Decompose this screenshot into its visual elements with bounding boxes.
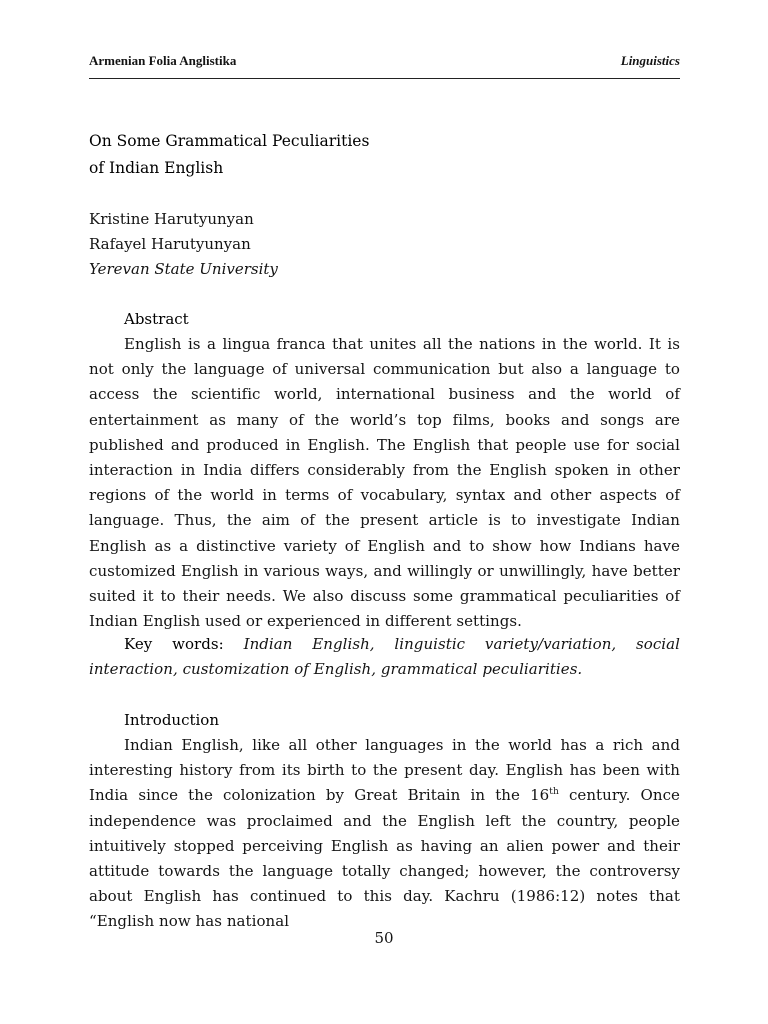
title-line-1: On Some Grammatical Peculiarities	[89, 132, 370, 150]
introduction-heading: Introduction	[124, 711, 219, 729]
intro-text-part-2: century. Once independence was proclaimed and the English left the country, people intuitively stopped perceiving English as having an alien power and their attitude towards the language totally changed; however, the controversy about English has continued to this day. Kachru (1986:12) notes that “English now has national	[89, 786, 680, 931]
author-name: Rafayel Harutyunyan	[89, 235, 251, 253]
introduction-text	[89, 733, 680, 935]
introduction-section	[89, 708, 680, 935]
author-name: Kristine Harutyunyan	[89, 210, 254, 228]
title-line-2: of Indian English	[89, 159, 224, 177]
keywords-paragraph	[89, 632, 680, 682]
abstract-heading: Abstract	[124, 310, 189, 328]
intro-text-part-1: Indian English, like all other languages in the world has a rich and interesting history from its birth to the present day. English has been with India since the colonization by Great Britain in the 16	[89, 736, 680, 805]
keywords-list: Indian English, linguistic variety/variation, social interaction, customization of English, grammatical peculiarities.	[89, 635, 680, 679]
running-header	[89, 53, 680, 69]
keywords-section	[89, 632, 680, 682]
abstract-text: English is a lingua franca that unites all the nations in the world. It is not only the language of universal communication but also a language to access the scientific world, international business and the world of entertainment as many of the world’s top films, books and songs are published and produced in English. The English that people use for social interaction in India differs considerably from the English spoken in other regions of the world in terms of vocabulary, syntax and other aspects of language. Thus, the aim of the present article is to investigate Indian English as a distinctive variety of English and to show how Indians have customized English in various ways, and willingly or unwillingly, have better suited it to their needs. We also discuss some grammatical peculiarities of Indian English used or experienced in different settings.	[89, 335, 680, 631]
section-name: Linguistics	[620, 53, 680, 68]
author-block	[89, 207, 680, 282]
article-title	[89, 128, 680, 182]
ordinal-superscript: th	[549, 787, 559, 798]
header-rule	[89, 78, 680, 79]
journal-name: Armenian Folia Anglistika	[89, 53, 237, 68]
abstract-section	[89, 307, 680, 634]
page-number: 50	[374, 929, 394, 947]
author-affiliation: Yerevan State University	[89, 260, 278, 278]
keywords-label: Key words:	[124, 635, 224, 653]
